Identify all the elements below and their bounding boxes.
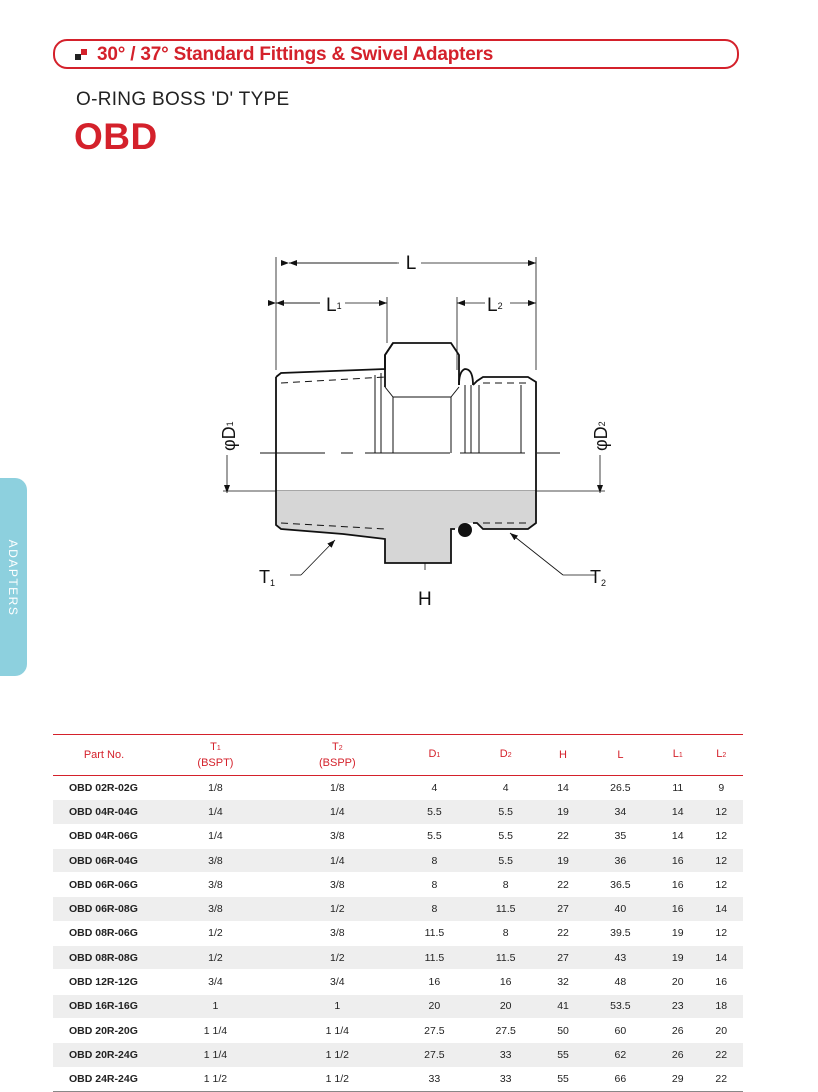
table-cell: 22: [700, 1043, 744, 1067]
part-number-cell: OBD 12R-12G: [53, 970, 155, 994]
table-cell: 55: [541, 1043, 584, 1067]
part-number-cell: OBD 06R-08G: [53, 897, 155, 921]
table-cell: 36.5: [585, 873, 656, 897]
table-row: [53, 776, 743, 800]
table-cell: 8: [399, 848, 470, 872]
table-cell: 27: [541, 946, 584, 970]
table-cell: 19: [656, 921, 699, 945]
table-cell: 12: [700, 848, 744, 872]
dim-label-L2: L2: [487, 295, 503, 316]
table-cell: 1 1/4: [155, 1018, 276, 1042]
table-cell: 22: [541, 873, 584, 897]
table-cell: 1: [276, 994, 399, 1018]
table-cell: 48: [585, 970, 656, 994]
table-cell: 5.5: [399, 800, 470, 824]
table-cell: 3/8: [276, 921, 399, 945]
table-cell: 14: [541, 776, 584, 800]
column-header: T2 (BSPP): [276, 735, 399, 776]
table-cell: 33: [470, 1043, 541, 1067]
table-cell: 1/8: [276, 776, 399, 800]
table-cell: 3/4: [155, 970, 276, 994]
table-cell: 1: [155, 994, 276, 1018]
table-cell: 16: [656, 873, 699, 897]
table-cell: 50: [541, 1018, 584, 1042]
table-cell: 43: [585, 946, 656, 970]
squares-icon: [75, 49, 87, 61]
table-cell: 8: [399, 897, 470, 921]
table-cell: 62: [585, 1043, 656, 1067]
table-cell: 11.5: [470, 946, 541, 970]
table-cell: 12: [700, 824, 744, 848]
part-number-cell: OBD 04R-06G: [53, 824, 155, 848]
table-cell: 1 1/2: [276, 1043, 399, 1067]
table-cell: 14: [700, 897, 744, 921]
table-cell: 1/2: [276, 946, 399, 970]
table-cell: 66: [585, 1067, 656, 1091]
dim-label-T1: T1: [259, 567, 276, 588]
hex-lines: [375, 373, 521, 453]
part-number-cell: OBD 08R-06G: [53, 921, 155, 945]
table-cell: 20: [656, 970, 699, 994]
table-cell: 27.5: [399, 1043, 470, 1067]
table-cell: 1 1/4: [276, 1018, 399, 1042]
table-cell: 26: [656, 1018, 699, 1042]
table-cell: 14: [656, 824, 699, 848]
table-cell: 14: [700, 946, 744, 970]
table-cell: 1 1/2: [155, 1067, 276, 1091]
o-ring-icon: [458, 523, 472, 537]
table-cell: 11: [656, 776, 699, 800]
table-cell: 19: [541, 848, 584, 872]
table-cell: 26.5: [585, 776, 656, 800]
table-cell: 12: [700, 921, 744, 945]
table-cell: 16: [700, 970, 744, 994]
table-cell: 20: [470, 994, 541, 1018]
table-cell: 1/2: [276, 897, 399, 921]
table-cell: 16: [656, 897, 699, 921]
part-number-cell: OBD 02R-02G: [53, 776, 155, 800]
table-cell: 60: [585, 1018, 656, 1042]
table-cell: 27: [541, 897, 584, 921]
side-tab-label: ADAPTERS: [6, 539, 20, 617]
table-cell: 1/4: [155, 800, 276, 824]
table-row: [53, 970, 743, 994]
table-cell: 19: [541, 800, 584, 824]
table-cell: 12: [700, 873, 744, 897]
table-cell: 3/8: [155, 897, 276, 921]
table-cell: 40: [585, 897, 656, 921]
table-row: [53, 897, 743, 921]
part-number-cell: OBD 06R-04G: [53, 848, 155, 872]
column-header: Part No.: [53, 735, 155, 776]
table-cell: 16: [656, 848, 699, 872]
column-header: D2: [470, 735, 541, 776]
dim-label-L: L: [405, 253, 417, 274]
table-cell: 34: [585, 800, 656, 824]
table-cell: 33: [399, 1067, 470, 1091]
column-header: D1: [399, 735, 470, 776]
table-row: [53, 994, 743, 1018]
table-cell: 18: [700, 994, 744, 1018]
table-cell: 26: [656, 1043, 699, 1067]
table-cell: 4: [399, 776, 470, 800]
table-cell: 12: [700, 800, 744, 824]
table-cell: 16: [470, 970, 541, 994]
section-fill: [276, 491, 536, 563]
table-cell: 3/8: [155, 873, 276, 897]
table-cell: 9: [700, 776, 744, 800]
table-row: [53, 848, 743, 872]
dim-label-D1: φD1: [219, 421, 239, 451]
table-cell: 5.5: [470, 848, 541, 872]
table-cell: 19: [656, 946, 699, 970]
table-cell: 8: [470, 921, 541, 945]
column-header: H: [541, 735, 584, 776]
table-row: [53, 824, 743, 848]
table-cell: 1 1/2: [276, 1067, 399, 1091]
part-number-cell: OBD 24R-24G: [53, 1067, 155, 1091]
table-cell: 1/8: [155, 776, 276, 800]
product-code: OBD: [74, 116, 158, 157]
table-cell: 55: [541, 1067, 584, 1091]
table-cell: 8: [470, 873, 541, 897]
table-header-row: [53, 735, 743, 776]
table-cell: 20: [399, 994, 470, 1018]
spec-table: [53, 734, 743, 1092]
part-number-cell: OBD 20R-20G: [53, 1018, 155, 1042]
table-cell: 1 1/4: [155, 1043, 276, 1067]
table-cell: 20: [700, 1018, 744, 1042]
section-header: [53, 39, 739, 69]
table-row: [53, 1043, 743, 1067]
table-cell: 41: [541, 994, 584, 1018]
column-header: L1: [656, 735, 699, 776]
table-cell: 1/2: [155, 946, 276, 970]
table-cell: 27.5: [470, 1018, 541, 1042]
dim-label-L1: L1: [326, 295, 342, 316]
product-type: O-RING BOSS 'D' TYPE: [76, 89, 290, 110]
table-row: [53, 800, 743, 824]
table-cell: 3/4: [276, 970, 399, 994]
table-cell: 3/8: [276, 824, 399, 848]
table-row: [53, 946, 743, 970]
table-cell: 3/8: [155, 848, 276, 872]
table-cell: 4: [470, 776, 541, 800]
table-row: [53, 1018, 743, 1042]
table-cell: 8: [399, 873, 470, 897]
dim-label-T2: T2: [590, 567, 607, 588]
table-cell: 1/4: [155, 824, 276, 848]
column-header: T1 (BSPT): [155, 735, 276, 776]
column-header: L: [585, 735, 656, 776]
table-row: [53, 921, 743, 945]
dim-label-D2: φD2: [591, 421, 611, 451]
table-cell: 22: [541, 921, 584, 945]
part-number-cell: OBD 04R-04G: [53, 800, 155, 824]
table-cell: 11.5: [470, 897, 541, 921]
dim-label-H: H: [418, 589, 432, 610]
table-cell: 32: [541, 970, 584, 994]
column-header: L2: [700, 735, 744, 776]
table-row: [53, 873, 743, 897]
table-cell: 5.5: [470, 800, 541, 824]
table-cell: 5.5: [470, 824, 541, 848]
section-title: 30° / 37° Standard Fittings & Swivel Adapters: [97, 44, 494, 65]
table-cell: 35: [585, 824, 656, 848]
table-cell: 5.5: [399, 824, 470, 848]
part-number-cell: OBD 06R-06G: [53, 873, 155, 897]
table-cell: 11.5: [399, 921, 470, 945]
table-cell: 1/2: [155, 921, 276, 945]
part-number-cell: OBD 20R-24G: [53, 1043, 155, 1067]
table-cell: 22: [541, 824, 584, 848]
table-cell: 39.5: [585, 921, 656, 945]
part-number-cell: OBD 08R-08G: [53, 946, 155, 970]
table-cell: 23: [656, 994, 699, 1018]
table-cell: 1/4: [276, 800, 399, 824]
table-cell: 22: [700, 1067, 744, 1091]
part-number-cell: OBD 16R-16G: [53, 994, 155, 1018]
table-cell: 1/4: [276, 848, 399, 872]
table-cell: 3/8: [276, 873, 399, 897]
table-cell: 36: [585, 848, 656, 872]
table-cell: 11.5: [399, 946, 470, 970]
table-cell: 14: [656, 800, 699, 824]
table-cell: 16: [399, 970, 470, 994]
table-cell: 29: [656, 1067, 699, 1091]
table-cell: 33: [470, 1067, 541, 1091]
table-cell: 53.5: [585, 994, 656, 1018]
fitting-drawing: [215, 245, 615, 615]
table-row: [53, 1067, 743, 1091]
table-cell: 27.5: [399, 1018, 470, 1042]
table-body: [53, 776, 743, 1092]
